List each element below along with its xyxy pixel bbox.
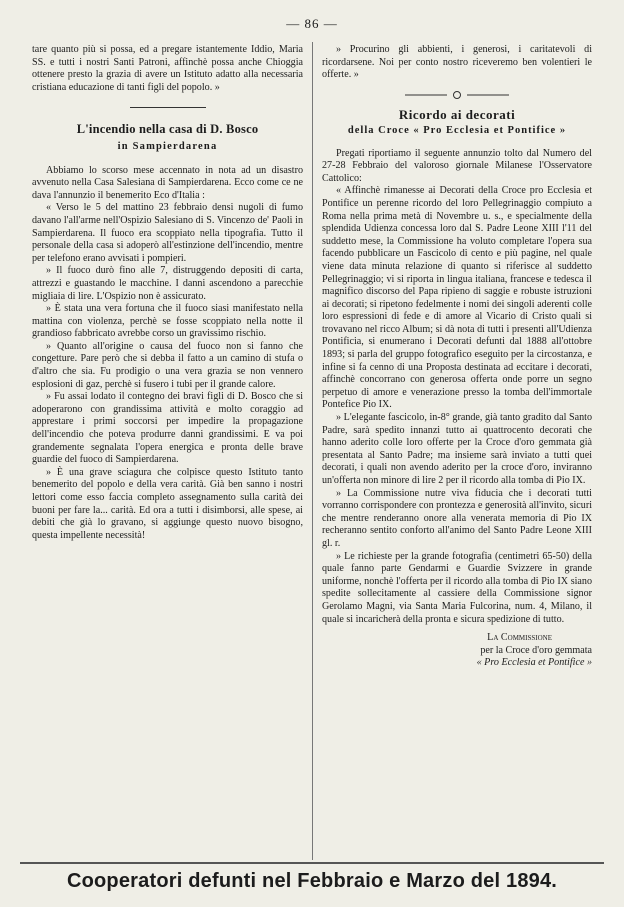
right-paragraph: » Le richieste per la grande fotografia (centimetri 65-50) della quale fanno parte Gendarmi e Guardie Svizzere in grande uniforme, nonchè l'offerta per il ricordo alla tomba di Pio IX siano spedite sollecitamente al cassiere della Commissione signor Gerolamo Magni, via Santa Maria Fulcorina, num. 4, Milano, il quale si incaricherà della pronta e sicura spedizione di tutto.: [322, 550, 592, 625]
short-rule: [130, 107, 206, 108]
left-paragraph: » Quanto all'origine o causa del fuoco non si fanno che congetture. Pare però che si debba il fatto a un camino di stufa o d'altro che sia. Fu prodigio o una vera grazia se non vennero esplosioni di gaz, perchè si fusero i tubi per il grande calore.: [32, 340, 303, 390]
section-rule: [20, 862, 604, 864]
right-paragraph: Pregati riportiamo il seguente annunzio tolto dal Numero del 27-28 Febbraio del valoroso giornale Milanese l'Osservatore Cattolico:: [322, 147, 592, 184]
right-paragraph: » Procurino gli abbienti, i generosi, i caritatevoli di ricordarsene. Noi per conto nostro riceveremo ben volentieri le offerte. »: [322, 44, 592, 81]
signature-line: La Commissione: [487, 632, 552, 644]
left-paragraph: » È stata una vera fortuna che il fuoco siasi manifestato nella mattina con violenza, perchè se fosse scoppiato nella notte il grandioso fabbricato avrebbe corso un gravissimo rischio.: [32, 303, 303, 340]
right-paragraph: » La Commissione nutre viva fiducia che i decorati tutti vorranno corrispondere con prontezza e generosità all'invito, sicuri che mentre renderanno onore alla venerata memoria di Pio IX recheranno sentito conforto all'animo del Santo Padre Leone XIII gl. r.: [322, 487, 592, 549]
left-paragraph: Abbiamo lo scorso mese accennato in nota ad un disastro avvenuto nella Casa Salesiana di Sampierdarena. Ecco come ce ne dava l'annunzio il benemerito Eco d'Italia :: [32, 164, 303, 201]
ornament-icon: [397, 90, 517, 100]
signature-block: [322, 632, 592, 670]
article-subtitle: in Sampierdarena: [117, 140, 218, 152]
page-number: — 86 —: [286, 16, 338, 31]
column-divider: [312, 42, 313, 860]
right-column: [322, 44, 592, 670]
left-paragraph: « Verso le 5 del mattino 23 febbraio densi nugoli di fumo davano l'all'arme nell'Ospizio Salesiano di S. Vincenzo de' Paoli in Sampierdarena. Il fuoco era scoppiato nella tipografia. Tutto il personale della casa si adoperò all'estinzione dell'incendio, mentre per telefono erano avvisati i pompieri.: [32, 202, 303, 264]
left-paragraph: » Fu assai lodato il contegno dei bravi figli di D. Bosco che si adoperarono con grandissima attività e molto coraggio ad apprestare i primi soccorsi per impedire la propagazione dell'incendio che poteva produrre danni grandissimi. E va poi grandemente segnalata l'opera energica e pronta delle brave guardie del fuoco di Sampierdarena.: [32, 391, 303, 466]
article-title: L'incendio nella casa di D. Bosco: [76, 122, 259, 137]
signature-line: « Pro Ecclesia et Pontifice »: [476, 657, 592, 669]
right-paragraph: « Affinchè rimanesse ai Decorati della Croce pro Ecclesia et Pontifice un perenne ricordo del loro Pellegrinaggio compiuto a Roma nella prima metà di Novembre u. s., e specialmente della splendida Udienza concessa loro dal S. Padre Leone XIII l'11 del suddetto mese, la Commissione ha voluto completare l'opera sua facendo pubblicare un Fascicolo di cento e più pagine, nel quale viene data minuta relazione di quanto si riferisce al suddetto Pellegrinaggio; vi si riporta in lingua italiana, francese e tedesca il magnifico discorso del Papa ripieno di saggie e robuste istruzioni ai decorati; si ripetono fedelmente i nomi dei singoli aderenti colle loro espressioni di fede e di amore al Vicario di Cristo quali si trovavano nel ricco Album; si dà nota di tutti i presenti all'Udienza Pontificia, si enumerano i Decorati defunti dal 1888 all'ottobre 1893; si parla del gruppo fotografico eseguito per la circostanza, e infine si fa cenno di una Proposta destinata ad eccitare i decorati, affinchè concorrano con generosa offerta onde porre un segno perpetuo di amore e venerazione presso la tomba dell'immortale Pontefice Pio IX.: [322, 185, 592, 411]
section-title: Cooperatori defunti nel Febbraio e Marzo del 1894.: [66, 870, 558, 892]
signature-line: per la Croce d'oro gemmata: [480, 644, 592, 656]
article-subtitle: della Croce « Pro Ecclesia et Pontifice »: [347, 124, 567, 136]
ornament-divider: [397, 90, 517, 104]
article-title: Ricordo ai decorati: [398, 107, 516, 123]
left-paragraph: » È una grave sciagura che colpisce questo Istituto tanto benemerito del popolo e della vera carità. Già ben sanno i nostri lettori come esso faccia completo assegnamento sulla carità dei buoni per fare la... carità. Ed ora a tutti i disimborsi, alle spese, ai debiti che già lo gravano, si aggiunge questo nuovo bisogno, questa impellente necessità!: [32, 466, 303, 541]
left-paragraph: » Il fuoco durò fino alle 7, distruggendo depositi di carta, attrezzi e guastando le macchine. I danni ascendono a parecchie migliaia di lire. L'Ospizio non è assicurato.: [32, 265, 303, 302]
right-paragraph: » L'elegante fascicolo, in-8° grande, già tanto gradito dal Santo Padre, sarà spedito innanzi tutto ai quattrocento decorati che hanno aderito colle loro offerte per la Croce d'oro gemmata già presentata al Santo Padre; ma insieme sarà inviato a tutti quei decorati, i quali non avendo aderito per la croce d'oro, inviranno un'offerta non minore di lire 2 per il ricordo alla tomba di Pio IX.: [322, 412, 592, 486]
left-column: [32, 44, 303, 542]
left-paragraph: tare quanto più si possa, ed a pregare istantemente Iddio, Maria SS. e tutti i nostri Santi Patroni, affinchè possa anche Chioggia ottenere presto la grazia di avere un Istituto adatto alla necessaria cristiana educazione di tanti figli del popolo. »: [32, 44, 303, 93]
